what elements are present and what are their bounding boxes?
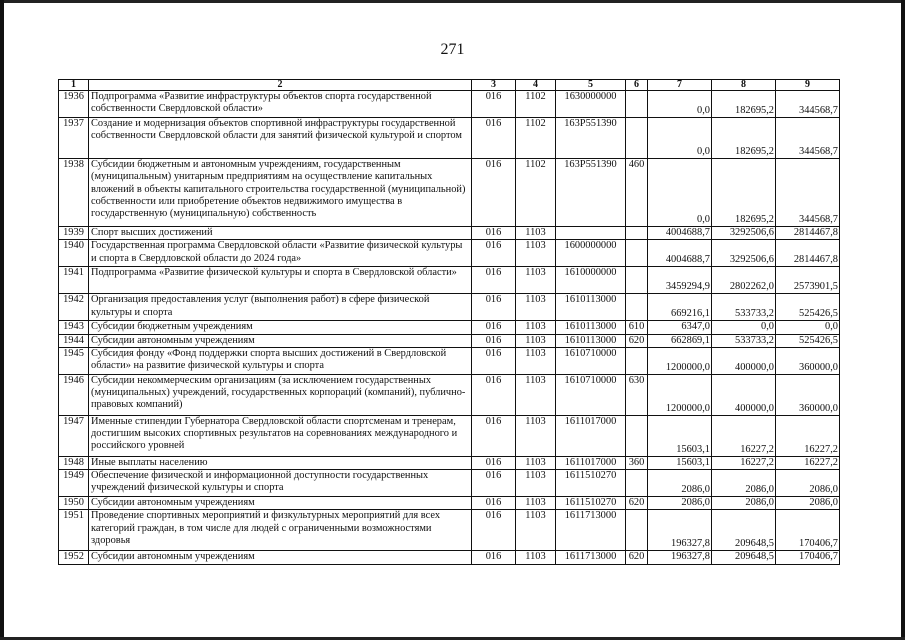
expense-type-code bbox=[626, 227, 648, 240]
target-article-code: 1610710000 bbox=[556, 347, 626, 374]
amount-year-1: 662869,1 bbox=[648, 334, 712, 347]
amount-year-3: 2814467,8 bbox=[776, 240, 840, 267]
target-article-code: 1611510270 bbox=[556, 497, 626, 510]
ministry-code: 016 bbox=[472, 267, 516, 294]
amount-year-1: 669216,1 bbox=[648, 294, 712, 321]
table-row bbox=[59, 510, 840, 551]
row-name: Субсидия фонду «Фонд поддержки спорта высших достижений в Свердловской области» на развитие физической культуры и спорта bbox=[89, 347, 472, 374]
ministry-code: 016 bbox=[472, 551, 516, 564]
section-code: 1103 bbox=[516, 374, 556, 415]
section-code: 1102 bbox=[516, 159, 556, 227]
row-name: Организация предоставления услуг (выполнения работ) в сфере физической культуры и спорта bbox=[89, 294, 472, 321]
section-code: 1103 bbox=[516, 497, 556, 510]
amount-year-1: 2086,0 bbox=[648, 497, 712, 510]
target-article-code: 1610113000 bbox=[556, 294, 626, 321]
row-name: Иные выплаты населению bbox=[89, 456, 472, 469]
row-number: 1943 bbox=[59, 321, 89, 334]
amount-year-3: 16227,2 bbox=[776, 456, 840, 469]
table-row bbox=[59, 267, 840, 294]
target-article-code: 163P551390 bbox=[556, 159, 626, 227]
target-article-code: 1610000000 bbox=[556, 267, 626, 294]
target-article-code bbox=[556, 227, 626, 240]
amount-year-2: 0,0 bbox=[712, 321, 776, 334]
amount-year-2: 3292506,6 bbox=[712, 240, 776, 267]
expense-type-code bbox=[626, 267, 648, 294]
section-code: 1103 bbox=[516, 227, 556, 240]
ministry-code: 016 bbox=[472, 334, 516, 347]
amount-year-1: 2086,0 bbox=[648, 470, 712, 497]
amount-year-3: 170406,7 bbox=[776, 510, 840, 551]
table-row bbox=[59, 456, 840, 469]
expense-type-code: 610 bbox=[626, 321, 648, 334]
table-row bbox=[59, 91, 840, 118]
expense-type-code: 620 bbox=[626, 497, 648, 510]
row-number: 1937 bbox=[59, 118, 89, 159]
table-row bbox=[59, 159, 840, 227]
section-code: 1102 bbox=[516, 91, 556, 118]
ministry-code: 016 bbox=[472, 456, 516, 469]
amount-year-1: 0,0 bbox=[648, 91, 712, 118]
amount-year-1: 15603,1 bbox=[648, 415, 712, 456]
ministry-code: 016 bbox=[472, 118, 516, 159]
ministry-code: 016 bbox=[472, 347, 516, 374]
section-code: 1102 bbox=[516, 118, 556, 159]
expense-type-code bbox=[626, 470, 648, 497]
amount-year-2: 533733,2 bbox=[712, 294, 776, 321]
amount-year-3: 344568,7 bbox=[776, 159, 840, 227]
table-header bbox=[59, 80, 840, 91]
column-header: 6 bbox=[626, 80, 648, 91]
row-number: 1949 bbox=[59, 470, 89, 497]
amount-year-2: 209648,5 bbox=[712, 551, 776, 564]
expense-type-code bbox=[626, 118, 648, 159]
table-row bbox=[59, 118, 840, 159]
table-row bbox=[59, 415, 840, 456]
amount-year-2: 2802262,0 bbox=[712, 267, 776, 294]
table-row bbox=[59, 551, 840, 564]
ministry-code: 016 bbox=[472, 321, 516, 334]
amount-year-3: 16227,2 bbox=[776, 415, 840, 456]
ministry-code: 016 bbox=[472, 374, 516, 415]
row-name: Подпрограмма «Развитие инфраструктуры объектов спорта государственной собственности Свердловской области» bbox=[89, 91, 472, 118]
row-name: Субсидии автономным учреждениям bbox=[89, 551, 472, 564]
budget-table bbox=[58, 79, 840, 565]
ministry-code: 016 bbox=[472, 470, 516, 497]
column-header: 3 bbox=[472, 80, 516, 91]
amount-year-1: 4004688,7 bbox=[648, 240, 712, 267]
expense-type-code: 620 bbox=[626, 551, 648, 564]
expense-type-code: 360 bbox=[626, 456, 648, 469]
scan-border-right bbox=[901, 0, 905, 640]
scan-border-left bbox=[0, 0, 4, 640]
ministry-code: 016 bbox=[472, 159, 516, 227]
row-number: 1950 bbox=[59, 497, 89, 510]
target-article-code: 1610113000 bbox=[556, 321, 626, 334]
row-name: Спорт высших достижений bbox=[89, 227, 472, 240]
page-number: 271 bbox=[440, 41, 465, 58]
row-name: Субсидии автономным учреждениям bbox=[89, 497, 472, 510]
row-number: 1940 bbox=[59, 240, 89, 267]
row-number: 1946 bbox=[59, 374, 89, 415]
row-number: 1939 bbox=[59, 227, 89, 240]
row-number: 1944 bbox=[59, 334, 89, 347]
row-name: Субсидии автономным учреждениям bbox=[89, 334, 472, 347]
expense-type-code bbox=[626, 294, 648, 321]
row-name: Субсидии некоммерческим организациям (за исключением государственных (муниципальных) учреждений, государственных корпораций (компаний), публично-правовых компаний) bbox=[89, 374, 472, 415]
expense-type-code: 460 bbox=[626, 159, 648, 227]
amount-year-2: 182695,2 bbox=[712, 118, 776, 159]
column-header: 2 bbox=[89, 80, 472, 91]
amount-year-2: 182695,2 bbox=[712, 91, 776, 118]
target-article-code: 1611017000 bbox=[556, 415, 626, 456]
ministry-code: 016 bbox=[472, 497, 516, 510]
ministry-code: 016 bbox=[472, 227, 516, 240]
expense-type-code: 620 bbox=[626, 334, 648, 347]
amount-year-2: 400000,0 bbox=[712, 374, 776, 415]
table-row bbox=[59, 240, 840, 267]
section-code: 1103 bbox=[516, 240, 556, 267]
row-name: Субсидии бюджетным учреждениям bbox=[89, 321, 472, 334]
target-article-code: 1630000000 bbox=[556, 91, 626, 118]
ministry-code: 016 bbox=[472, 91, 516, 118]
table-row bbox=[59, 321, 840, 334]
section-code: 1103 bbox=[516, 321, 556, 334]
section-code: 1103 bbox=[516, 347, 556, 374]
amount-year-3: 2086,0 bbox=[776, 497, 840, 510]
expense-type-code: 630 bbox=[626, 374, 648, 415]
table-row bbox=[59, 334, 840, 347]
amount-year-3: 344568,7 bbox=[776, 91, 840, 118]
amount-year-3: 525426,5 bbox=[776, 294, 840, 321]
table-body bbox=[59, 91, 840, 565]
section-code: 1103 bbox=[516, 334, 556, 347]
column-header: 9 bbox=[776, 80, 840, 91]
amount-year-1: 196327,8 bbox=[648, 510, 712, 551]
row-number: 1947 bbox=[59, 415, 89, 456]
target-article-code: 1611713000 bbox=[556, 510, 626, 551]
amount-year-3: 2814467,8 bbox=[776, 227, 840, 240]
row-name: Создание и модернизация объектов спортивной инфраструктуры государственной собственности Свердловской области для занятий физической культурой и спортом bbox=[89, 118, 472, 159]
amount-year-2: 209648,5 bbox=[712, 510, 776, 551]
row-number: 1945 bbox=[59, 347, 89, 374]
amount-year-1: 6347,0 bbox=[648, 321, 712, 334]
amount-year-1: 4004688,7 bbox=[648, 227, 712, 240]
amount-year-3: 2573901,5 bbox=[776, 267, 840, 294]
table-row bbox=[59, 374, 840, 415]
row-number: 1936 bbox=[59, 91, 89, 118]
table-row bbox=[59, 294, 840, 321]
amount-year-3: 0,0 bbox=[776, 321, 840, 334]
row-number: 1951 bbox=[59, 510, 89, 551]
table-row bbox=[59, 470, 840, 497]
section-code: 1103 bbox=[516, 470, 556, 497]
scan-border-top bbox=[0, 0, 905, 3]
amount-year-2: 182695,2 bbox=[712, 159, 776, 227]
row-number: 1948 bbox=[59, 456, 89, 469]
target-article-code: 1611713000 bbox=[556, 551, 626, 564]
expense-type-code bbox=[626, 91, 648, 118]
ministry-code: 016 bbox=[472, 294, 516, 321]
column-header: 5 bbox=[556, 80, 626, 91]
row-number: 1941 bbox=[59, 267, 89, 294]
target-article-code: 1610113000 bbox=[556, 334, 626, 347]
amount-year-1: 1200000,0 bbox=[648, 347, 712, 374]
row-name: Именные стипендии Губернатора Свердловской области спортсменам и тренерам, достигшим высоких спортивных результатов на соревнованиях международного и российского уровней bbox=[89, 415, 472, 456]
amount-year-3: 344568,7 bbox=[776, 118, 840, 159]
amount-year-1: 0,0 bbox=[648, 159, 712, 227]
row-name: Субсидии бюджетным и автономным учреждениям, государственным (муниципальным) унитарным предприятиям на осуществление капитальных вложений в объекты капитального строительства государственной (муниципальной) собственности или приобретение объектов недвижимого имущества в государственную (муниципальную) собственность bbox=[89, 159, 472, 227]
row-number: 1938 bbox=[59, 159, 89, 227]
amount-year-3: 525426,5 bbox=[776, 334, 840, 347]
section-code: 1103 bbox=[516, 510, 556, 551]
expense-type-code bbox=[626, 347, 648, 374]
column-header: 7 bbox=[648, 80, 712, 91]
column-header: 8 bbox=[712, 80, 776, 91]
target-article-code: 1611017000 bbox=[556, 456, 626, 469]
amount-year-2: 2086,0 bbox=[712, 470, 776, 497]
row-name: Подпрограмма «Развитие физической культуры и спорта в Свердловской области» bbox=[89, 267, 472, 294]
amount-year-2: 16227,2 bbox=[712, 456, 776, 469]
table-row bbox=[59, 497, 840, 510]
section-code: 1103 bbox=[516, 456, 556, 469]
table-row bbox=[59, 347, 840, 374]
row-name: Государственная программа Свердловской области «Развитие физической культуры и спорта в Свердловской области до 2024 года» bbox=[89, 240, 472, 267]
amount-year-3: 360000,0 bbox=[776, 374, 840, 415]
amount-year-2: 2086,0 bbox=[712, 497, 776, 510]
target-article-code: 1600000000 bbox=[556, 240, 626, 267]
amount-year-2: 400000,0 bbox=[712, 347, 776, 374]
target-article-code: 1610710000 bbox=[556, 374, 626, 415]
row-name: Проведение спортивных мероприятий и физкультурных мероприятий для всех категорий граждан, в том числе для людей с ограниченными возможностями здоровья bbox=[89, 510, 472, 551]
amount-year-1: 3459294,9 bbox=[648, 267, 712, 294]
expense-type-code bbox=[626, 240, 648, 267]
amount-year-1: 1200000,0 bbox=[648, 374, 712, 415]
section-code: 1103 bbox=[516, 551, 556, 564]
amount-year-1: 15603,1 bbox=[648, 456, 712, 469]
column-header: 4 bbox=[516, 80, 556, 91]
ministry-code: 016 bbox=[472, 415, 516, 456]
column-header: 1 bbox=[59, 80, 89, 91]
amount-year-3: 170406,7 bbox=[776, 551, 840, 564]
table-row bbox=[59, 227, 840, 240]
expense-type-code bbox=[626, 415, 648, 456]
row-number: 1952 bbox=[59, 551, 89, 564]
expense-type-code bbox=[626, 510, 648, 551]
target-article-code: 163P551390 bbox=[556, 118, 626, 159]
amount-year-2: 3292506,6 bbox=[712, 227, 776, 240]
section-code: 1103 bbox=[516, 415, 556, 456]
amount-year-1: 0,0 bbox=[648, 118, 712, 159]
target-article-code: 1611510270 bbox=[556, 470, 626, 497]
section-code: 1103 bbox=[516, 294, 556, 321]
section-code: 1103 bbox=[516, 267, 556, 294]
row-name: Обеспечение физической и информационной доступности государственных учреждений физической культуры и спорта bbox=[89, 470, 472, 497]
amount-year-1: 196327,8 bbox=[648, 551, 712, 564]
ministry-code: 016 bbox=[472, 510, 516, 551]
amount-year-3: 360000,0 bbox=[776, 347, 840, 374]
ministry-code: 016 bbox=[472, 240, 516, 267]
amount-year-3: 2086,0 bbox=[776, 470, 840, 497]
row-number: 1942 bbox=[59, 294, 89, 321]
amount-year-2: 16227,2 bbox=[712, 415, 776, 456]
amount-year-2: 533733,2 bbox=[712, 334, 776, 347]
